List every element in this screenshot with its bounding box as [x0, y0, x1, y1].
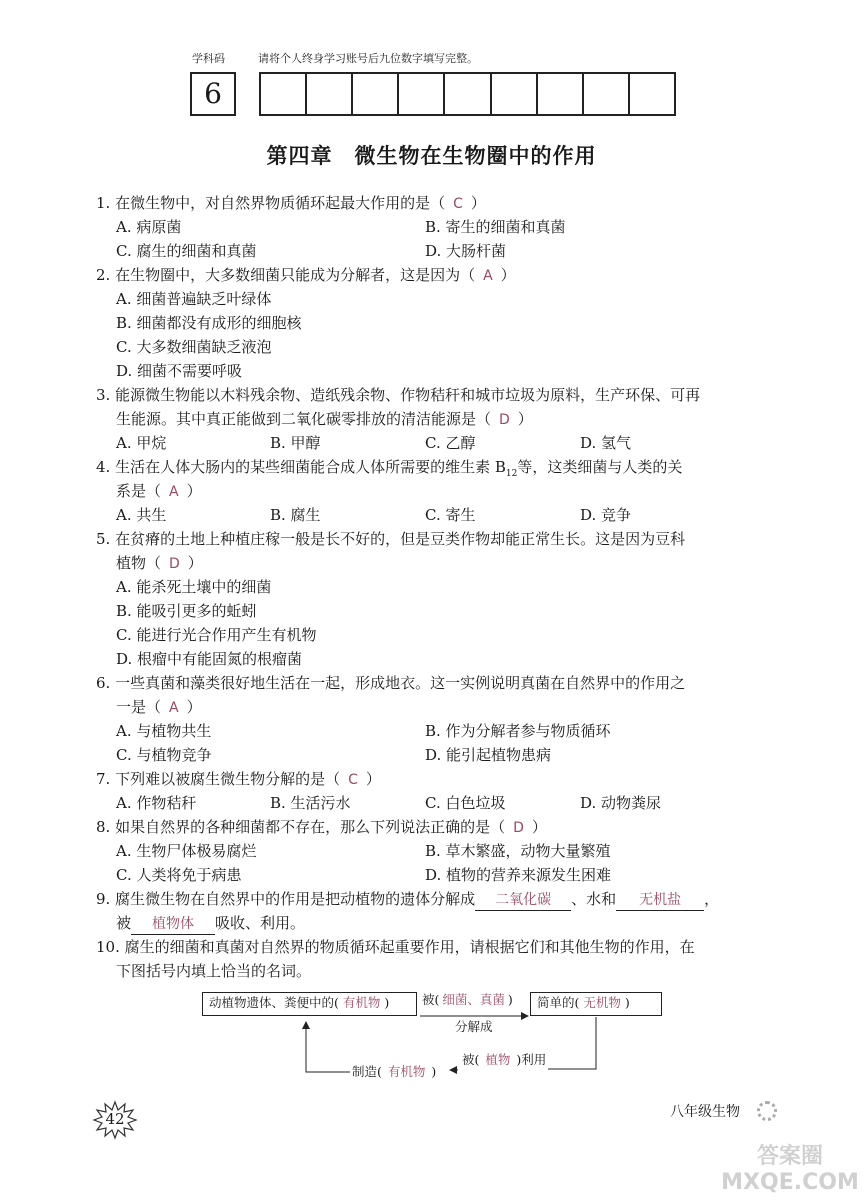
option-a: A. 病原菌 [116, 218, 182, 236]
gear-icon [757, 1101, 777, 1121]
answer: D [499, 412, 510, 428]
answer: D [513, 820, 524, 836]
answer: C [453, 196, 463, 212]
option-d: D. 氢气 [580, 434, 632, 452]
option-b: B. 作为分解者参与物质循环 [425, 722, 611, 740]
diagram-arrows [290, 1000, 620, 1090]
question-7-stem: 7. 下列难以被腐生微生物分解的是（ C ） [96, 770, 381, 788]
account-digit-box[interactable] [261, 74, 307, 114]
page-number-badge [90, 1098, 140, 1142]
grade-subject-label: 八年级生物 [670, 1104, 740, 1120]
watermark: 答案圈 MXQE.COM [721, 1144, 859, 1195]
fill-blank-2[interactable]: 无机盐 [616, 890, 704, 911]
decomposer-label: 被( 细菌、真菌 ) [422, 992, 513, 1007]
account-digit-box[interactable] [538, 74, 584, 114]
question-10-stem: 10. 腐生的细菌和真菌对自然界的物质循环起重要作用，请根据它们和其他生物的作用，在 [96, 938, 695, 956]
account-digit-box[interactable] [584, 74, 630, 114]
answer: A [169, 700, 179, 716]
option-c: C. 能进行光合作用产生有机物 [116, 626, 317, 644]
subject-code-label: 学科码 [192, 52, 225, 65]
question-3-stem: 3. 能源微生物能以木料残余物、造纸残余物、作物秸秆和城市垃圾为原料，生产环保、可再 [96, 386, 701, 404]
option-b: B. 能吸引更多的蚯蚓 [116, 602, 257, 620]
answer: D [169, 556, 180, 572]
fill-plant[interactable]: 植物 [485, 1052, 511, 1067]
option-c: C. 人类将免于病患 [116, 866, 242, 884]
option-b: B. 细菌都没有成形的细胞核 [116, 314, 302, 332]
option-d: D. 细菌不需要呼吸 [116, 362, 243, 380]
fill-blank-1[interactable]: 二氧化碳 [475, 890, 571, 911]
page-number: 42 [105, 1110, 125, 1128]
fill-blank-3[interactable]: 植物体 [131, 914, 215, 935]
option-b: B. 寄生的细菌和真菌 [425, 218, 566, 236]
answer: C [348, 772, 358, 788]
option-d: D. 动物粪尿 [580, 794, 662, 812]
option-d: D. 大肠杆菌 [425, 242, 507, 260]
account-digit-box[interactable] [492, 74, 538, 114]
option-d: D. 植物的营养来源发生困难 [425, 866, 612, 884]
account-digit-box[interactable] [399, 74, 445, 114]
question-9-stem: 9. 腐生微生物在自然界中的作用是把动植物的遗体分解成 二氧化碳 、水和 无机盐 ， [96, 889, 719, 911]
option-b: B. 草木繁盛，动物大量繁殖 [425, 842, 611, 860]
account-instruction: 请将个人终身学习账号后九位数字填写完整。 [258, 52, 478, 65]
fill-produced-organic[interactable]: 有机物 [387, 1064, 426, 1079]
question-5-stem: 5. 在贫瘠的土地上种植庄稼一般是长不好的，但是豆类作物却能正常生长。这是因为豆科 [96, 530, 686, 548]
account-digit-box[interactable] [353, 74, 399, 114]
account-digit-box[interactable] [630, 74, 674, 114]
inorganic-matter-box: 简单的( 无机物 ) [530, 992, 662, 1016]
option-a: A. 能杀死土壤中的细菌 [116, 578, 272, 596]
decompose-label: 分解成 [455, 1019, 493, 1034]
option-c: C. 乙醇 [425, 434, 476, 452]
question-1-stem: 1. 在微生物中，对自然界物质循环起最大作用的是（ C ） [96, 194, 486, 212]
option-a: A. 作物秸秆 [116, 794, 197, 812]
option-c: C. 大多数细菌缺乏液泡 [116, 338, 272, 356]
organic-matter-box: 动植物遗体、粪便中的( 有机物 ) [202, 992, 417, 1016]
question-4-stem: 4. 生活在人体大肠内的某些细菌能合成人体所需要的维生素 $B_{12}$等，这类细菌与人类的关 [96, 458, 683, 479]
question-10-stem-cont: 下图括号内填上恰当的名词。 [116, 962, 312, 980]
option-b: B. 生活污水 [270, 794, 351, 812]
option-b: B. 腐生 [270, 506, 321, 524]
option-a: A. 与植物共生 [116, 722, 212, 740]
option-d: D. 能引起植物患病 [425, 746, 552, 764]
produce-arrow [306, 1022, 350, 1072]
option-c: C. 与植物竞争 [116, 746, 212, 764]
produce-label: 制造( 有机物 ) [352, 1064, 437, 1079]
account-digit-box[interactable] [445, 74, 491, 114]
account-number-boxes[interactable] [259, 72, 676, 116]
account-digit-box[interactable] [307, 74, 353, 114]
plant-use-label: 被( 植物 )利用 [462, 1052, 547, 1067]
fill-inorganic-matter[interactable]: 无机物 [583, 995, 621, 1010]
option-a: A. 共生 [116, 506, 167, 524]
option-c: C. 腐生的细菌和真菌 [116, 242, 257, 260]
option-a: A. 甲烷 [116, 434, 167, 452]
answer: A [169, 484, 179, 500]
subject-code-box: 6 [190, 72, 236, 116]
question-8-stem: 8. 如果自然界的各种细菌都不存在，那么下列说法正确的是（ D ） [96, 818, 547, 836]
option-a: A. 细菌普遍缺乏叶绿体 [116, 290, 272, 308]
question-4-stem-cont: 系是（ A ） [116, 482, 202, 500]
question-9-stem-cont: 被 植物体 吸收、利用。 [116, 913, 305, 935]
question-6-stem-cont: 一是（ A ） [116, 698, 202, 716]
question-3-stem-cont: 生能源。其中真正能做到二氧化碳零排放的清洁能源是（ D ） [116, 410, 533, 428]
option-a: A. 生物尸体极易腐烂 [116, 842, 257, 860]
option-c: C. 白色垃圾 [425, 794, 506, 812]
option-c: C. 寄生 [425, 506, 476, 524]
option-d: D. 根瘤中有能固氮的根瘤菌 [116, 650, 303, 668]
question-2-stem: 2. 在生物圈中，大多数细菌只能成为分解者，这是因为（ A ） [96, 266, 516, 284]
right-connector [548, 1017, 596, 1069]
chapter-title: 第四章 微生物在生物圈中的作用 [266, 144, 597, 168]
option-b: B. 甲醇 [270, 434, 321, 452]
fill-decomposer[interactable]: 细菌、真菌 [442, 992, 505, 1007]
fill-organic-matter[interactable]: 有机物 [342, 995, 381, 1010]
answer: A [483, 268, 493, 284]
question-6-stem: 6. 一些真菌和藻类很好地生活在一起，形成地衣。这一实例说明真菌在自然界中的作用之 [96, 674, 686, 692]
question-5-stem-cont: 植物（ D ） [116, 554, 203, 572]
option-d: D. 竞争 [580, 506, 632, 524]
